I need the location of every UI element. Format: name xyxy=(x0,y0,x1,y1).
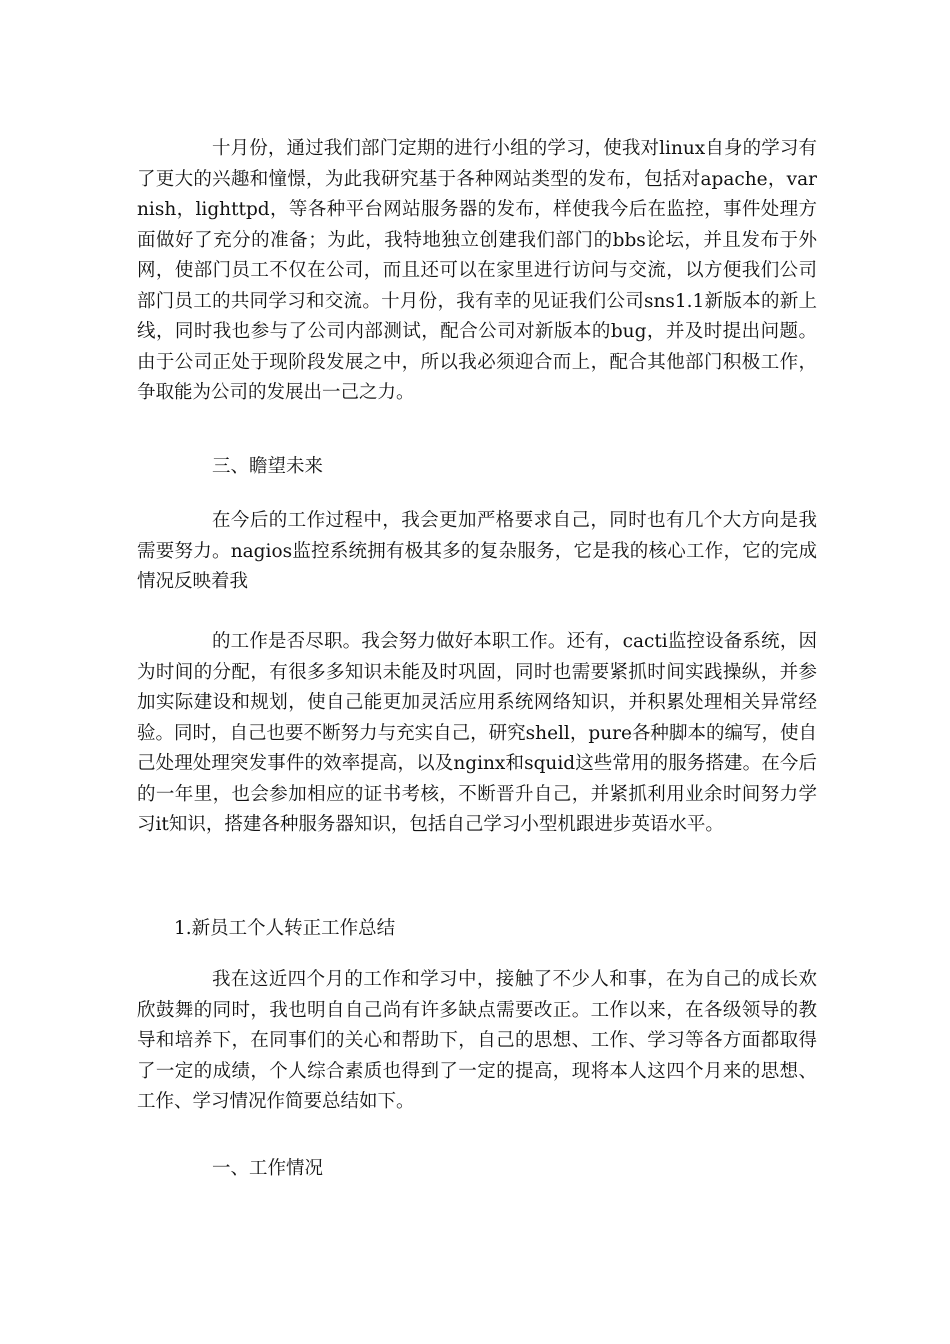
body-paragraph: 我在这近四个月的工作和学习中，接触了不少人和事，在为自己的成长欢欣鼓舞的同时，我也明自自己尚有许多缺点需要改正。工作以来，在各级领导的教导和培养下，在同事们的关心和帮助下，自己的思想、工作、学习等各方面都取得了一定的成绩，个人综合素质也得到了一定的提高，现将本人这四个月来的思想、工作、学习情况作简要总结如下。 xyxy=(137,969,817,1112)
body-paragraph: 在今后的工作过程中，我会更加严格要求自己，同时也有几个大方向是我需要努力。nagios监控系统拥有极其多的复杂服务，它是我的核心工作，它的完成情况反映着我 xyxy=(137,510,817,592)
body-paragraph: 的工作是否尽职。我会努力做好本职工作。还有，cacti监控设备系统，因为时间的分配，有很多多知识未能及时巩固，同时也需要紧抓时间实践操纵，并参加实际建设和规划，使自己能更加灵活应用系统网络知识，并积累处理相关异常经验。同时，自己也要不断努力与充实自己，研究shell，pure各种脚本的编写，使自己处理处理突发事件的效率提高，以及nginx和squid这些常用的服务搭建。在今后的一年里，也会参加相应的证书考核，不断晋升自己，并紧抓利用业余时间努力学习it知识，搭建各种服务器知识，包括自己学习小型机跟进步英语水平。 xyxy=(137,631,817,835)
body-paragraph: 十月份，通过我们部门定期的进行小组的学习，使我对linux自身的学习有了更大的兴趣和憧憬，为此我研究基于各种网站类型的发布，包括对apache，varnish，lighttpd，等各种平台网站服务器的发布，样使我今后在监控，事件处理方面做好了充分的准备；为此，我特地独立创建我们部门的bbs论坛，并且发布于外网，使部门员工不仅在公司，而且还可以在家里进行访问与交流，以方便我们公司部门员工的共同学习和交流。十月份，我有幸的见证我们公司sns1.1新版本的新上线，同时我也参与了公司内部测试，配合公司对新版本的bug，并及时提出问题。由于公司正处于现阶段发展之中，所以我必须迎合而上，配合其他部门积极工作，争取能为公司的发展出一己之力。 xyxy=(137,138,817,403)
section-heading: 1.新员工个人转正工作总结 xyxy=(174,918,396,939)
section-heading: 三、瞻望未来 xyxy=(212,456,324,477)
section-heading: 一、工作情况 xyxy=(212,1158,324,1179)
